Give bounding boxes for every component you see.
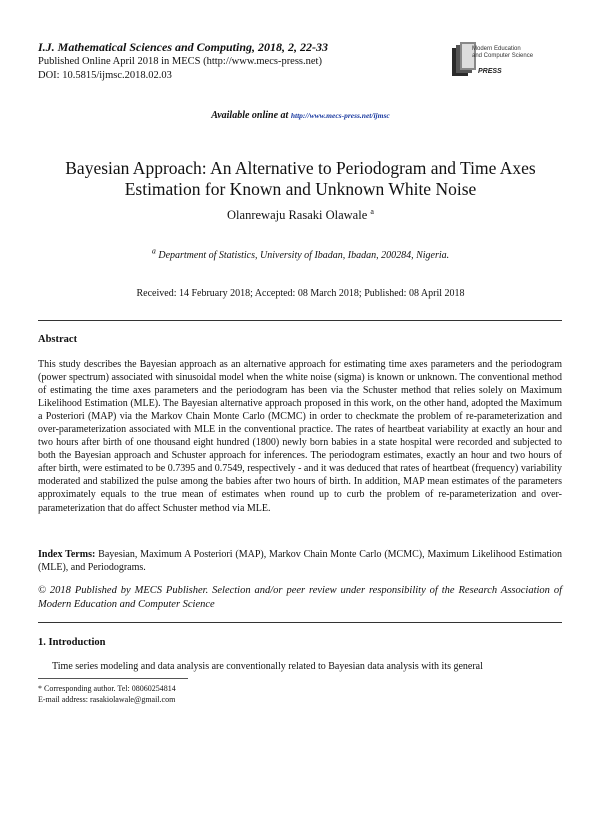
footnote-rule [38,678,188,679]
publication-dates: Received: 14 February 2018; Accepted: 08 March 2018; Published: 08 April 2018 [136,288,465,299]
journal-citation: I.J. Mathematical Sciences and Computing, 2018, 2, 22-33 [38,40,329,54]
abstract-heading: Abstract [38,334,78,345]
index-terms [38,548,562,574]
journal-url-link[interactable]: http://www.mecs-press.net/ijmsc [290,111,390,120]
affiliation-superscript: a [151,246,156,256]
author-email: E-mail address: rasakiolawale@gmail.com [38,695,176,704]
introduction-text: Time series modeling and data analysis are conventionally related to Bayesian data analysis with its general [52,661,483,672]
author-superscript: a [370,206,374,216]
index-terms-text: Bayesian, Maximum A Posteriori (MAP), Markov Chain Monte Carlo (MCMC), Maximum Likelihood Estimation (MLE), and Periodograms. [38,549,563,574]
doi-line: DOI: 10.5815/ijmsc.2018.02.03 [38,70,172,81]
publication-line: Published Online April 2018 in MECS (http://www.mecs-press.net) [38,56,322,67]
author-line [0,208,601,223]
paper-title: Bayesian Approach: An Alternative to Periodogram and Time Axes Estimation for Known and Unknown White Noise [65,158,536,199]
abstract-text: This study describes the Bayesian approach as an alternative approach for estimating time axes parameters and the periodogram (power spectrum) associated with sinusoidal model when the white noise (sigma) is known or unknown. The conventional method of estimating the time axes parameters and the periodogram has been via the Schuster method that relies solely on Maximum Likelihood Estimation (MLE). The Bayesian alternative approach proposed in this work, on the other hand, adopted the Maximum a Posteriori (MAP) via the Markov Chain Monte Carlo (MCMC) in order to checkmate the problem of re-parameterization and over-parameterization associated with MLE in the conventional practice. The rates of heartbeat variability at exactly an hour and two hours after birth of one thousand eight hundred (1800) newly born babies in a state hospital were recorded and subjected to both the Bayesian approach and Schuster approach for inferences. The periodogram estimates, exactly an hour and two hours of after birth, were estimated to be 0.7395 and 0.7549, respectively - and it was deduced that rates of heartbeat (frequency) variability moderated and stabilized the pulse among the babies after two hours of birth. In addition, MAP mean estimates of the parameters approximately equals to the true mean of estimates when round up to curb the problem of re-parameterization and over- parameterization that do affect Schuster method via MLE. [38,359,562,514]
logo-line-2: and Computer Science [472,52,534,59]
author-name: Olanrewaju Rasaki Olawale [227,208,368,222]
introduction-heading: 1. Introduction [38,637,106,648]
copyright-notice: © 2018 Published by MECS Publisher. Selection and/or peer review under responsibility of the Research Association of Modern Education and Computer Science [38,585,562,610]
publisher-logo [450,38,560,90]
divider-top [38,320,562,321]
availability-label: Available online at [211,110,289,121]
corresponding-author: * Corresponding author. Tel: 08060254814 [38,684,176,693]
availability-line [0,110,601,121]
affiliation-line [0,246,601,261]
logo-line-1: Modern Education [472,46,521,52]
divider-bottom [38,622,562,623]
logo-press: PRESS [478,68,502,75]
index-terms-label: Index Terms: [38,549,96,560]
affiliation: Department of Statistics, University of Ibadan, Ibadan, 200284, Nigeria. [158,250,450,261]
